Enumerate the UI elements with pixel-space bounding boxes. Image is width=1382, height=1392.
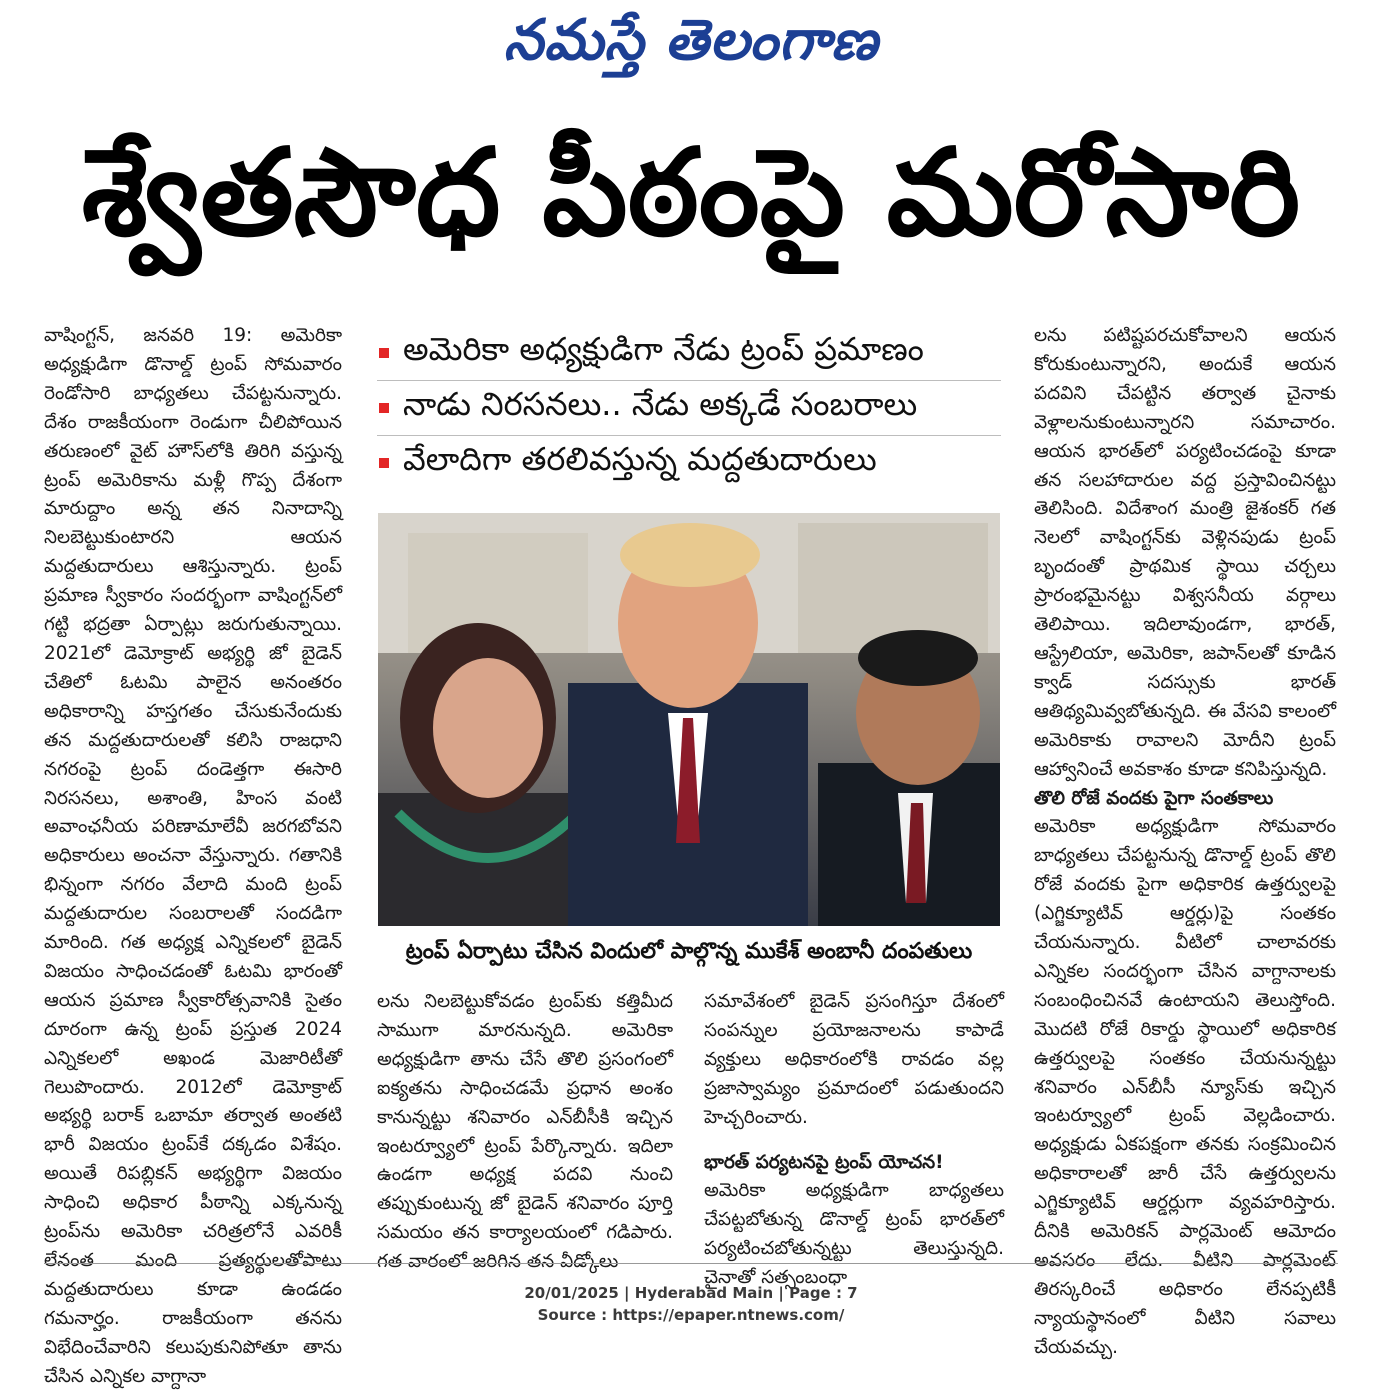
- article-text: అమెరికా అధ్యక్షుడిగా బాధ్యతలు చేపట్టబోతున్న డొనాల్డ్ ట్రంప్ భారత్‌లో పర్యటించబోతున్నట్టు తెలుస్తున్నది. చైనాతో సత్సంబంధా: [704, 1180, 1004, 1289]
- bullet-square-icon: [379, 458, 389, 468]
- bullet-item: [377, 436, 1001, 490]
- bullet-item: [377, 326, 1001, 381]
- bullet-text: వేలాదిగా తరలివస్తున్న మద్దతుదారులు: [403, 440, 877, 478]
- subheading: భారత్ పర్యటనపై ట్రంప్ యోచన!: [704, 1151, 944, 1173]
- subheading: తొలి రోజే వందకు పైగా సంతకాలు: [1034, 787, 1274, 809]
- highlight-bullets: [377, 326, 1001, 490]
- bullet-text: నాడు నిరసనలు.. నేడు అక్కడే సంబరాలు: [403, 385, 918, 423]
- article-text: వాషింగ్టన్, జనవరి 19: అమెరికా అధ్యక్షుడిగా డొనాల్డ్ ట్రంప్ సోమవారం రెండోసారి బాధ్యతలు చేపట్టనున్నారు. దేశం రాజకీయంగా రెండుగా చీలిపోయిన తరుణంలో వైట్ హౌస్‌లోకి తిరిగి వస్తున్న ట్రంప్ అమెరికాను మళ్లీ గొప్ప దేశంగా మారుద్దాం అన్న తన నినాదాన్ని నిలబెట్టుకుంటారని ఆయన మద్దతుదారులు ఆశిస్తున్నారు. ట్రంప్ ప్రమాణ స్వీకారం సందర్భంగా వాషింగ్టన్‌లో గట్టి భద్రతా ఏర్పాట్లు జరుగుతున్నాయి. 2021లో డెమోక్రాట్ అభ్యర్థి జో బైడెన్ చేతిలో ఓటమి పాలైన అనంతరం అధికారాన్ని హస్తగతం చేసుకునేందుకు తన మద్దతుదారులతో కలిసి రాజధాని నగరంపై ట్రంప్ దండెత్తగా ఈసారి నిరసనలు, అశాంతి, హింస వంటి అవాంఛనీయ పరిణామాలేవీ జరగబోవని అధికారులు అంచనా వేస్తున్నారు. గతానికి భిన్నంగా నగరం వేలాది మంది ట్రంప్ మద్దతుదారుల సంబరాలతో సందడిగా మారింది. గత అధ్యక్ష ఎన్నికలలో బైడెన్ విజయం సాధించడంతో ఓటమి భారంతో ఆయన ప్రమాణ స్వీకారోత్సవానికి సైతం దూరంగా ఉన్న ట్రంప్ ప్రస్తుత 2024 ఎన్నికలలో అఖండ మెజారిటీతో గెలుపొందారు. 2012లో డెమోక్రాట్ అభ్యర్థి బరాక్ ఒబామా తర్వాత అంతటి భారీ విజయం ట్రంప్‌కే దక్కడం విశేషం. అయితే రిపబ్లికన్ అభ్యర్థిగా విజయం సాధించి అధికార పీఠాన్ని ఎక్కనున్న ట్రంప్‌ను అమెరికా చరిత్రలోనే ఎవరికీ లేనంత మంది ప్రత్యర్థులతోపాటు మద్దతుదారులు కూడా ఉండడం గమనార్హం. రాజకీయంగా తనను విభేదించేవారిని కలుపుకునిపోతూ తాను చేసిన ఎన్నికల వాగ్దానా: [44, 325, 342, 1387]
- masthead: నమస్తే తెలంగాణ: [503, 8, 879, 73]
- article-text: లను నిలబెట్టుకోవడం ట్రంప్‌కు కత్తిమీద సాముగా మారనున్నది. అమెరికా అధ్యక్షుడిగా తాను చేసే తొలి ప్రసంగంలో ఐక్యతను సాధించడమే ప్రధాన అంశం కానున్నట్టు శనివారం ఎన్‌బీసీకి ఇచ్చిన ఇంటర్వ్యూలో ట్రంప్ పేర్కొన్నారు. ఇదిలా ఉండగా అధ్యక్ష పదవి నుంచి తప్పుకుంటున్న జో బైడెన్ శనివారం పూర్తి సమయం తన కార్యాలయంలో గడిపారు. గత వారంలో జరిగిన తన వీడ్కోలు: [377, 991, 673, 1273]
- bullet-text: అమెరికా అధ్యక్షుడిగా నేడు ట్రంప్ ప్రమాణం: [403, 330, 924, 368]
- footer-divider: [44, 1263, 1338, 1264]
- article-column-mid-b: [704, 988, 1004, 1289]
- article-column-right: [1034, 322, 1336, 1358]
- news-photo: [378, 513, 1000, 926]
- headline: శ్వేతసౌధ పీఠంపై మరోసారి: [81, 124, 1301, 263]
- article-text: లను పటిష్టపరచుకోవాలని ఆయన కోరుకుంటున్నారని, అందుకే ఆయన పదవిని చేపట్టిన తర్వాత చైనాకు వెళ్లాలనుకుంటున్నారని సమాచారం. ఆయన భారత్‌లో పర్యటించడంపై కూడా తన సలహాదారుల వద్ద ప్రస్తావించినట్టు తెలిసింది. విదేశాంగ మంత్రి జైశంకర్ గత నెలలో వాషింగ్టన్‌కు వెళ్లినపుడు ట్రంప్ బృందంతో ప్రాథమిక స్థాయి చర్చలు ప్రారంభమైనట్టు విశ్వసనీయ వర్గాలు తెలిపాయి. ఇదిలావుండగా, భారత్, ఆస్ట్రేలియా, అమెరికా, జపాన్‌లతో కూడిన క్వాడ్ సదస్సుకు భారత్ ఆతిథ్యమివ్వబోతున్నది. ఈ వేసవి కాలంలో అమెరికాకు రావాలని మోదీని ట్రంప్ ఆహ్వానించే అవకాశం కూడా కనిపిస్తున్నది.: [1034, 325, 1336, 780]
- article-column-left: [44, 322, 342, 1387]
- article-text: అమెరికా అధ్యక్షుడిగా సోమవారం బాధ్యతలు చేపట్టనున్న డొనాల్డ్ ట్రంప్ తొలి రోజే వందకు పైగా అధికారిక ఉత్తర్వులపై (ఎగ్జిక్యూటివ్ ఆర్డర్లు)పై సంతకం చేయనున్నారు. వీటిలో చాలావరకు ఎన్నికల సందర్భంగా చేసిన వాగ్దానాలకు సంబంధించినవే ఉంటాయని తెలుస్తోంది. మొదటి రోజే రికార్డు స్థాయిలో అధికారిక ఉత్తర్వులపై సంతకం చేయనున్నట్టు శనివారం ఎన్‌బీసీ న్యూస్‌కు ఇచ్చిన ఇంటర్వ్యూలో ట్రంప్ వెల్లడించారు. అధ్యక్షుడు ఏకపక్షంగా తనకు సంక్రమించిన అధికారాలతో జారీ చేసే ఉత్తర్వులను ఎగ్జిక్యూటివ్ ఆర్డర్లుగా వ్యవహరిస్తారు. దీనికి అమెరికన్ పార్లమెంట్ ఆమోదం అవసరం లేదు. వీటిని పార్లమెంట్ తిరస్కరించే అధికారం లేనప్పటికీ న్యాయస్థానంలో వీటిని సవాలు చేయవచ్చు.: [1034, 816, 1336, 1358]
- article-text: సమావేశంలో బైడెన్ ప్రసంగిస్తూ దేశంలో సంపన్నుల ప్రయోజనాలను కాపాడే వ్యక్తులు అధికారంలోకి రావడం వల్ల ప్రజాస్వామ్యం ప్రమాదంలో పడుతుందని హెచ్చరించారు.: [704, 991, 1004, 1128]
- bullet-square-icon: [379, 348, 389, 358]
- footer: [0, 1282, 1382, 1326]
- article-column-mid-a: [377, 988, 673, 1273]
- bullet-item: [377, 381, 1001, 436]
- bullet-square-icon: [379, 403, 389, 413]
- footer-date-edition: 20/01/2025 | Hyderabad Main | Page : 7: [524, 1284, 858, 1302]
- footer-source[interactable]: Source : https://epaper.ntnews.com/: [537, 1306, 845, 1324]
- news-photo-illustration: [378, 513, 1000, 926]
- photo-caption: ట్రంప్ ఏర్పాటు చేసిన విందులో పాల్గొన్న ముకేశ్ అంబానీ దంపతులు: [405, 939, 973, 964]
